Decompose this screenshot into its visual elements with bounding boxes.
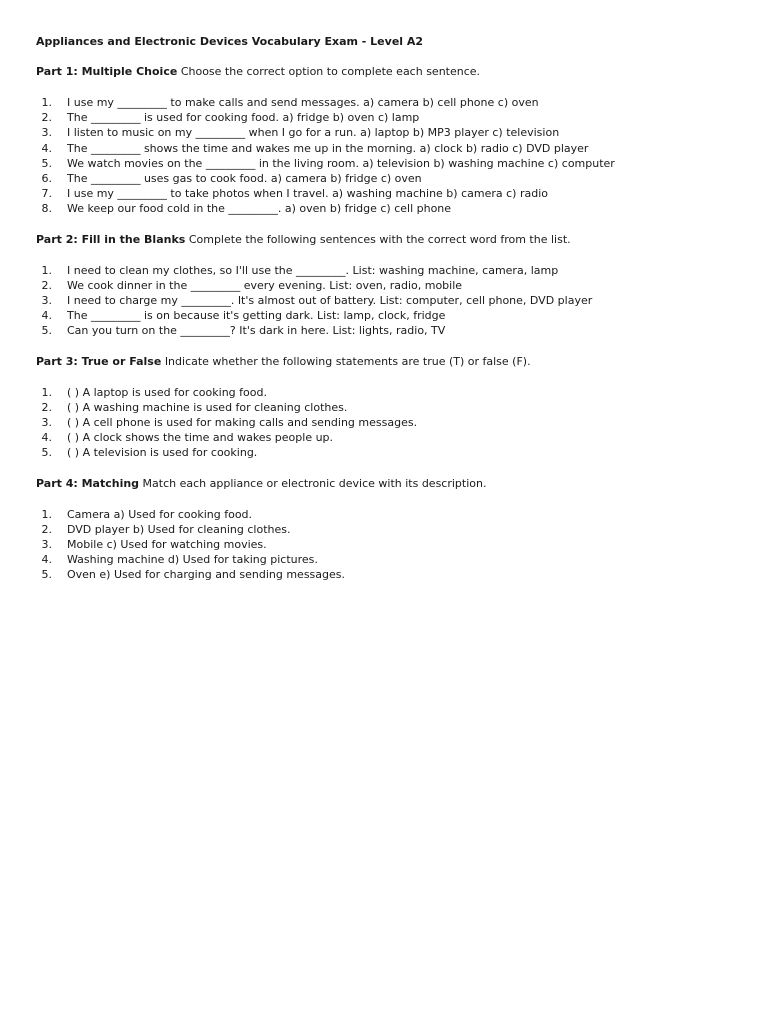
part-heading: [36, 232, 748, 248]
part-heading: [36, 354, 748, 370]
item-number: 5.: [41, 568, 52, 582]
item-text: Camera a) Used for cooking food.: [67, 507, 253, 521]
list-item: [36, 522, 748, 537]
item-text: ( ) A cell phone is used for making calls and sending messages.: [67, 416, 418, 430]
item-number: 4.: [41, 431, 52, 445]
part-heading: [36, 64, 748, 80]
part-4-matching: [36, 476, 748, 583]
list-item: [36, 201, 748, 216]
item-text: We keep our food cold in the _________. a) oven b) fridge c) cell phone: [67, 202, 452, 216]
list-item: [36, 171, 748, 186]
item-number: 2.: [41, 111, 52, 125]
item-text: I use my _________ to make calls and send messages. a) camera b) cell phone c) oven: [67, 96, 539, 109]
list-item: [36, 278, 748, 293]
item-text: ( ) A clock shows the time and wakes people up.: [67, 431, 334, 445]
list-item: [36, 552, 748, 567]
list-item: [36, 323, 748, 338]
item-text: We watch movies on the _________ in the living room. a) television b) washing machine c) computer: [67, 156, 615, 170]
item-number: 1.: [41, 263, 52, 277]
item-text: I need to charge my _________. It's almost out of battery. List: computer, cell phone, DVD player: [67, 294, 593, 308]
item-number: 1.: [41, 507, 52, 521]
item-text: I need to clean my clothes, so I'll use the _________. List: washing machine, camera, lamp: [67, 263, 559, 277]
item-number: 3.: [41, 538, 52, 552]
item-number: 3.: [41, 416, 52, 430]
item-number: 7.: [41, 187, 52, 201]
item-text: The _________ shows the time and wakes me up in the morning. a) clock b) radio c) DVD player: [67, 141, 589, 155]
part-label: Part 3: True or False: [36, 354, 162, 368]
item-text: The _________ uses gas to cook food. a) camera b) fridge c) oven: [67, 172, 422, 186]
list-item: [36, 293, 748, 308]
part-2-fill-in-the-blanks: [36, 232, 748, 339]
part-3-true-or-false: [36, 354, 748, 461]
list-item: [36, 567, 748, 582]
list-item: [36, 445, 748, 460]
question-list: [36, 263, 748, 339]
list-item: [36, 430, 748, 445]
part-instruction: Choose the correct option to complete each sentence.: [180, 65, 481, 78]
list-item: [36, 400, 748, 415]
item-number: 4.: [41, 309, 52, 323]
item-text: The _________ is used for cooking food. a) fridge b) oven c) lamp: [67, 111, 420, 125]
question-list: [36, 507, 748, 583]
list-item: [36, 186, 748, 201]
item-text: Mobile c) Used for watching movies.: [67, 538, 267, 552]
item-number: 3.: [41, 294, 52, 308]
list-item: [36, 95, 748, 110]
question-list: [36, 385, 748, 461]
list-item: [36, 263, 748, 278]
item-number: 5.: [41, 324, 52, 338]
list-item: [36, 156, 748, 171]
part-label: Part 1: Multiple Choice: [36, 65, 178, 78]
part-heading: [36, 476, 748, 492]
item-number: 4.: [41, 141, 52, 155]
document-title: Appliances and Electronic Devices Vocabulary Exam - Level A2: [36, 35, 424, 48]
item-text: DVD player b) Used for cleaning clothes.: [67, 522, 291, 536]
item-text: The _________ is on because it's getting dark. List: lamp, clock, fridge: [67, 309, 446, 323]
question-list: [36, 95, 748, 217]
list-item: [36, 110, 748, 125]
item-text: ( ) A television is used for cooking.: [67, 446, 258, 460]
item-text: Oven e) Used for charging and sending messages.: [67, 568, 346, 582]
item-text: Washing machine d) Used for taking pictures.: [67, 553, 318, 567]
part-instruction: Complete the following sentences with the correct word from the list.: [188, 232, 571, 246]
item-number: 2.: [41, 400, 52, 414]
list-item: [36, 507, 748, 522]
item-number: 3.: [41, 126, 52, 140]
list-item: [36, 537, 748, 552]
part-1-multiple-choice: [36, 64, 748, 217]
list-item: [36, 308, 748, 323]
list-item: [36, 385, 748, 400]
item-number: 2.: [41, 278, 52, 292]
part-instruction: Match each appliance or electronic device with its description.: [142, 476, 487, 490]
part-instruction: Indicate whether the following statements are true (T) or false (F).: [164, 354, 531, 368]
item-number: 5.: [41, 446, 52, 460]
list-item: [36, 125, 748, 140]
item-text: Can you turn on the _________? It's dark in here. List: lights, radio, TV: [67, 324, 446, 338]
item-number: 1.: [41, 385, 52, 399]
item-number: 6.: [41, 172, 52, 186]
item-number: 1.: [41, 96, 52, 109]
part-label: Part 2: Fill in the Blanks: [36, 232, 186, 246]
part-label: Part 4: Matching: [36, 476, 140, 490]
item-text: ( ) A washing machine is used for cleaning clothes.: [67, 400, 348, 414]
item-text: We cook dinner in the _________ every evening. List: oven, radio, mobile: [67, 278, 463, 292]
item-number: 2.: [41, 522, 52, 536]
item-text: I use my _________ to take photos when I travel. a) washing machine b) camera c) radio: [67, 187, 548, 201]
list-item: [36, 415, 748, 430]
item-number: 4.: [41, 553, 52, 567]
item-number: 5.: [41, 156, 52, 170]
item-number: 8.: [41, 202, 52, 216]
item-text: I listen to music on my _________ when I go for a run. a) laptop b) MP3 player c) television: [67, 126, 560, 140]
list-item: [36, 141, 748, 156]
item-text: ( ) A laptop is used for cooking food.: [67, 385, 267, 399]
